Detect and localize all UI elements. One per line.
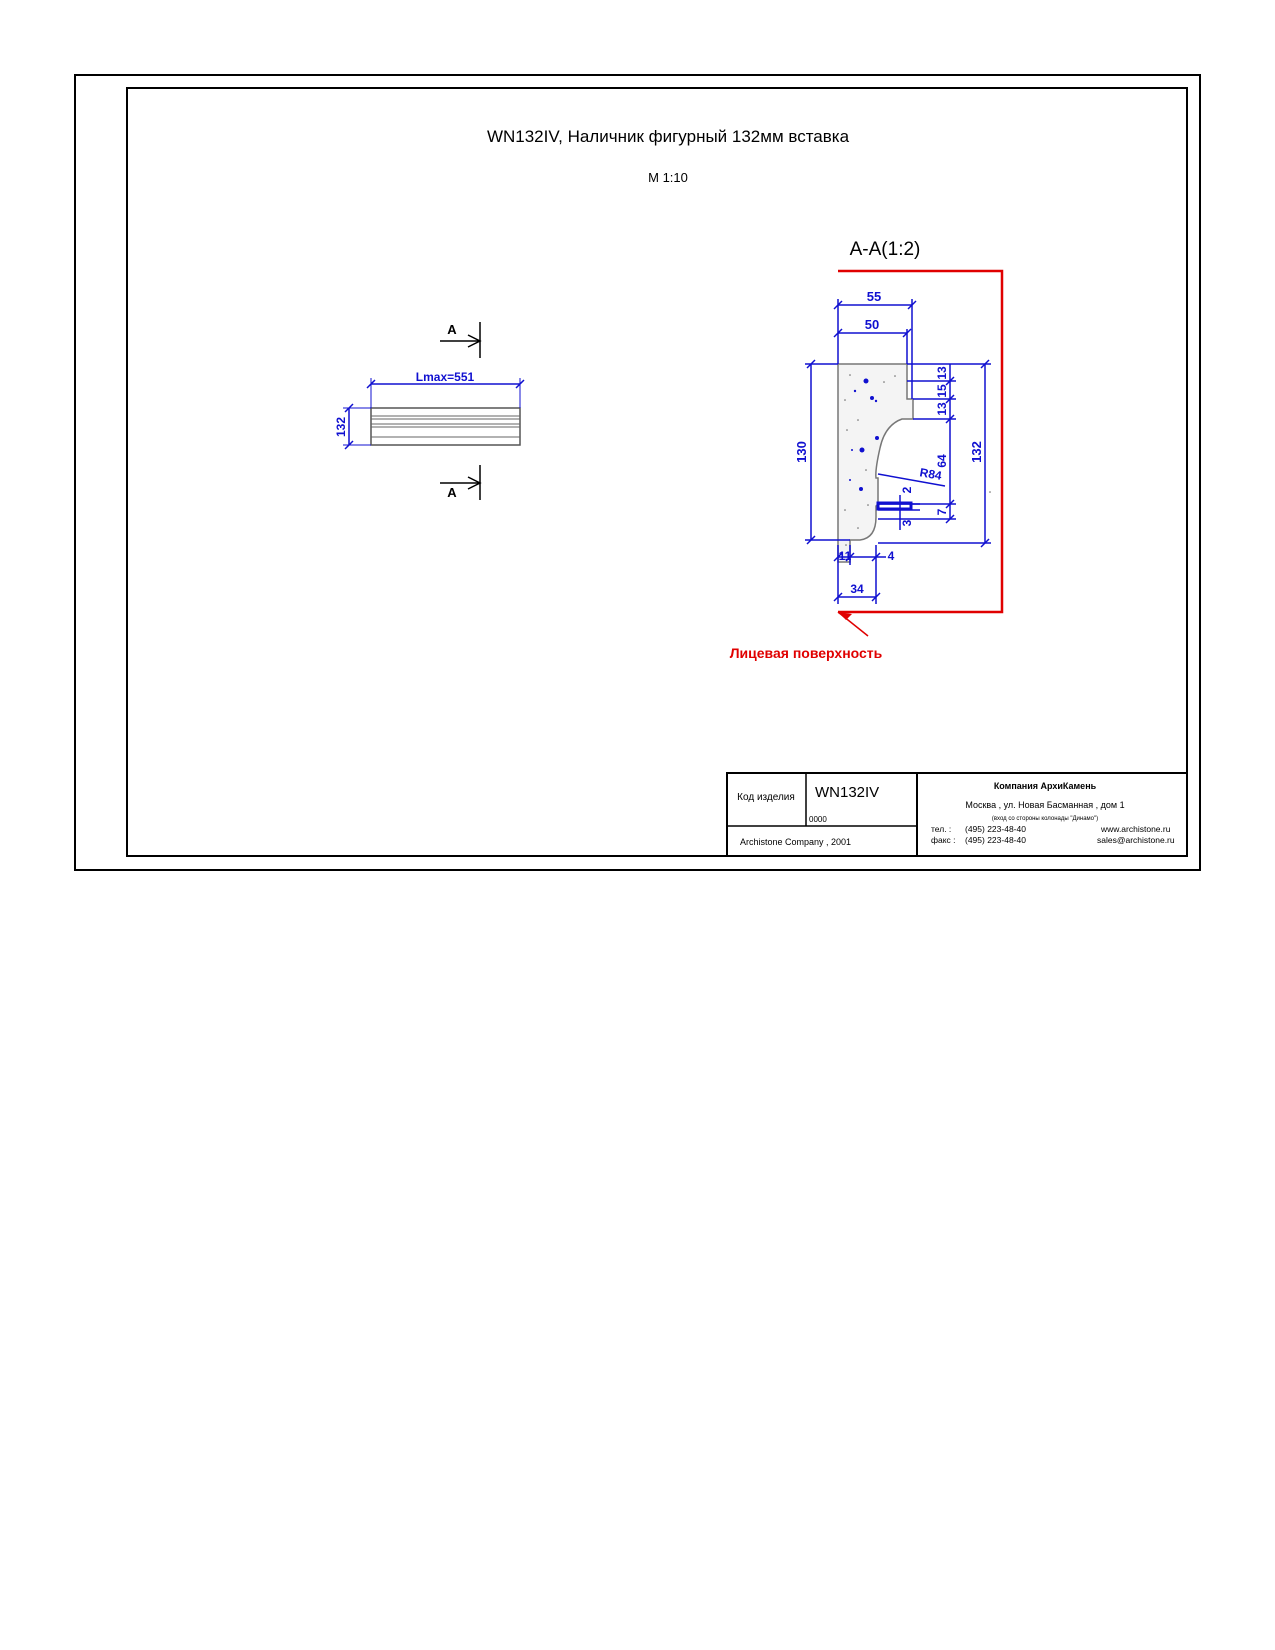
front-face-label: Лицевая поверхность bbox=[729, 645, 883, 661]
dim-r3: 13 bbox=[935, 402, 949, 416]
section-profile bbox=[838, 364, 913, 562]
dim-top-outer: 55 bbox=[866, 289, 882, 304]
section-view bbox=[730, 271, 1002, 661]
section-title: А-А(1:2) bbox=[849, 239, 921, 260]
company-address: Москва , ул. Новая Басманная , дом 1 bbox=[965, 800, 1125, 810]
fax-label: факс : bbox=[931, 835, 956, 845]
dim-lmax: Lmax=551 bbox=[415, 370, 475, 384]
address-note: (вход со стороны колонады "Динамо") bbox=[991, 816, 1099, 822]
dim-bottom-width: 34 bbox=[850, 582, 864, 596]
phone-label: тел. : bbox=[931, 824, 952, 834]
dim-radius: R84 bbox=[918, 465, 943, 483]
dim-d2: 2 bbox=[900, 486, 914, 494]
outer-frame bbox=[75, 75, 1200, 870]
dim-top-inner: 50 bbox=[864, 317, 880, 332]
inner-frame bbox=[127, 88, 1187, 856]
dim-r1: 13 bbox=[935, 366, 949, 380]
dim-bottom-left: 11 bbox=[838, 549, 852, 563]
dim-r2: 15 bbox=[935, 384, 949, 398]
email: sales@archistone.ru bbox=[1097, 835, 1175, 845]
cut-mark-top: А bbox=[447, 322, 457, 337]
drawing-scale: М 1:10 bbox=[648, 170, 688, 185]
phone: (495) 223-48-40 bbox=[965, 824, 1026, 834]
dim-bottom-small: 4 bbox=[887, 549, 895, 563]
sub-code: 0000 bbox=[809, 815, 827, 824]
elevation-view bbox=[334, 322, 524, 500]
code-value: WN132IV bbox=[815, 784, 880, 801]
dim-elev-height: 132 bbox=[334, 416, 348, 438]
drawing-title: WN132IV, Наличник фигурный 132мм вставка bbox=[486, 127, 850, 146]
fax: (495) 223-48-40 bbox=[965, 835, 1026, 845]
copyright: Archistone Company , 2001 bbox=[740, 837, 852, 847]
dim-mid: 64 bbox=[935, 454, 949, 468]
code-label: Код изделия bbox=[737, 792, 795, 803]
dim-d7: 7 bbox=[935, 508, 949, 516]
title-block bbox=[727, 773, 1187, 856]
company-name: Компания АрхиКамень bbox=[993, 781, 1097, 791]
dim-height-right: 132 bbox=[969, 441, 984, 463]
dim-d3: 3 bbox=[900, 519, 914, 527]
dim-height-left: 130 bbox=[794, 441, 809, 463]
website: www.archistone.ru bbox=[1101, 824, 1171, 834]
cut-mark-bottom: А bbox=[447, 485, 457, 500]
